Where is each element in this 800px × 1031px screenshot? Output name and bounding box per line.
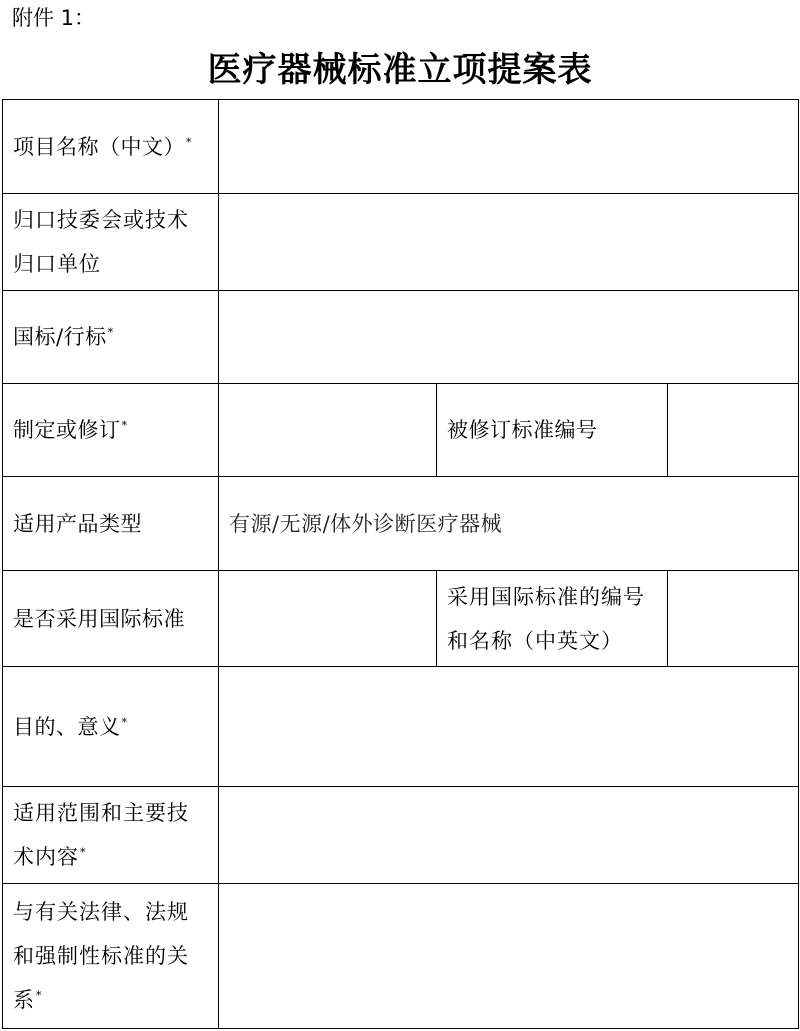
field-revise[interactable]: [219, 384, 437, 477]
required-marker: *: [80, 846, 87, 859]
row-project-name: [3, 100, 799, 194]
field-project-name[interactable]: [219, 100, 799, 194]
label-standard-type-text: 国标/行标: [13, 325, 107, 349]
label-scope: [3, 787, 219, 884]
label-product-type: 适用产品类型: [3, 477, 219, 571]
row-intl-standard: [3, 571, 799, 667]
required-marker: *: [107, 326, 114, 339]
proposal-form-table: [2, 99, 799, 1029]
label-project-name: [3, 100, 219, 194]
row-revise: [3, 384, 799, 477]
row-relation: [3, 884, 799, 1029]
field-relation[interactable]: [219, 884, 799, 1029]
label-relation: [3, 884, 219, 1029]
label-scope-text: 适用范围和主要技术内容: [13, 801, 189, 869]
form-title: 医疗器械标准立项提案表: [207, 50, 593, 90]
field-committee[interactable]: [219, 194, 799, 291]
row-scope: [3, 787, 799, 884]
label-standard-type: [3, 291, 219, 384]
field-intl-standard[interactable]: [219, 571, 437, 667]
row-committee: [3, 194, 799, 291]
field-intl-number[interactable]: [668, 571, 799, 667]
row-standard-type: [3, 291, 799, 384]
label-revised-number: 被修订标准编号: [437, 384, 668, 477]
row-product-type: [3, 477, 799, 571]
required-marker: *: [186, 135, 192, 149]
field-standard-type[interactable]: [219, 291, 799, 384]
label-revise: [3, 384, 219, 477]
field-scope[interactable]: [219, 787, 799, 884]
required-marker: *: [36, 989, 43, 1002]
label-intl-number: 采用国际标准的编号和名称（中英文）: [437, 571, 668, 667]
field-revised-number[interactable]: [668, 384, 799, 477]
label-project-name-text: 项目名称（中文）: [13, 134, 185, 159]
field-purpose[interactable]: [219, 667, 799, 787]
label-intl-standard: 是否采用国际标准: [3, 571, 219, 667]
row-purpose: [3, 667, 799, 787]
label-revise-text: 制定或修订: [13, 418, 121, 442]
field-product-type[interactable]: 有源/无源/体外诊断医疗器械: [219, 477, 799, 571]
label-relation-text: 与有关法律、法规和强制性标准的关系: [13, 900, 189, 1012]
attachment-label: 附件 1：: [12, 6, 96, 30]
label-purpose-text: 目的、意义: [13, 714, 121, 739]
required-marker: *: [121, 419, 128, 432]
label-committee: 归口技委会或技术归口单位: [3, 194, 219, 291]
required-marker: *: [121, 715, 128, 729]
label-purpose: [3, 667, 219, 787]
